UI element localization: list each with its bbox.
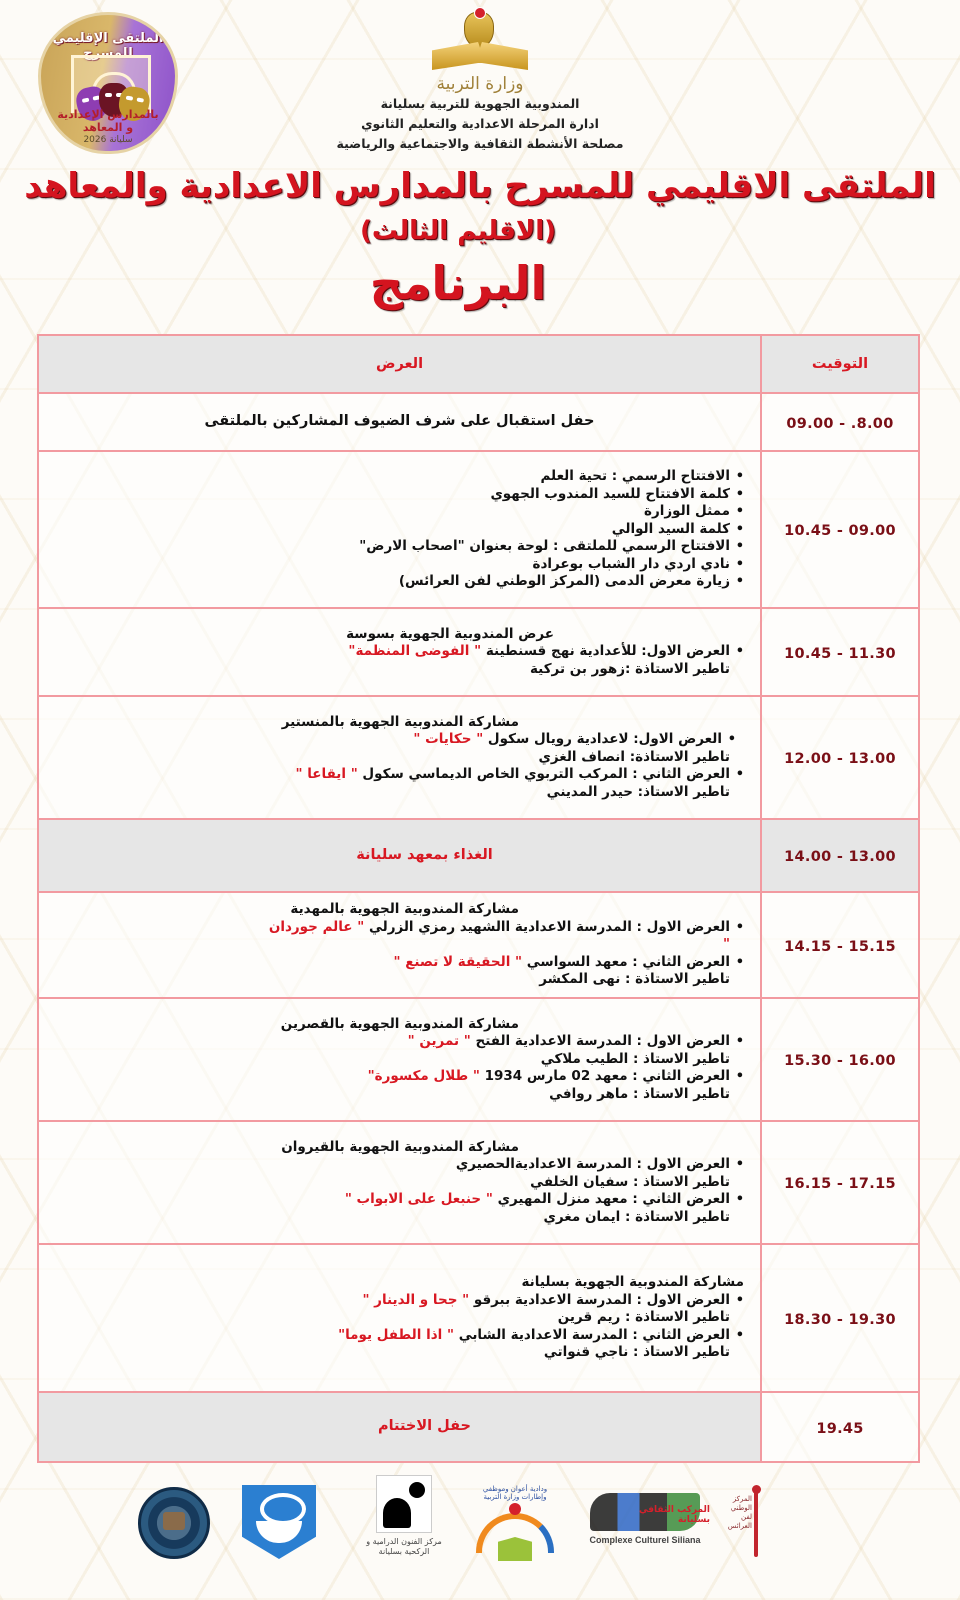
show-title: " تمرين " xyxy=(407,1033,471,1050)
time-cell xyxy=(761,451,919,608)
tunisia-crest-icon xyxy=(464,12,494,48)
event-cell xyxy=(38,393,761,451)
opening-list xyxy=(274,468,744,591)
show-block xyxy=(264,1016,744,1104)
org-line-3: مصلحة الأنشطة الثقافية والاجتماعية والرياضية xyxy=(336,136,624,151)
event-cell xyxy=(38,608,761,696)
show-block xyxy=(274,626,744,679)
footer-logos xyxy=(130,1475,820,1585)
show-title: " اذا الطفل يوما" xyxy=(338,1326,454,1343)
show-title: " عالم جوردان " xyxy=(268,918,730,953)
show-venue: العرض الثاني : المدرسة الاعدادية الشابي xyxy=(454,1326,730,1343)
show-venue: العرض الاول: لاعدادية رويال سكول xyxy=(483,731,722,748)
time-cell xyxy=(761,892,919,998)
header-time: التوقيت xyxy=(761,335,919,393)
list-item: • الافتتاح الرسمي : تحية العلم xyxy=(274,468,744,486)
list-item: • زيارة معرض الدمى (المركز الوطني لفن العرائس) xyxy=(274,573,744,591)
show-item xyxy=(264,731,736,749)
show-item xyxy=(264,1327,744,1345)
event-cell xyxy=(38,451,761,608)
time-value: 11.30 - 10.45 xyxy=(784,645,896,662)
list-item: • الافتتاح الرسمي للملتقى : لوحة بعنوان "اصحاب الارض" xyxy=(274,538,744,556)
event-cell xyxy=(38,892,761,998)
show-supervisor: تاطير الاستاذ : ناجي قنواتي xyxy=(543,1344,730,1361)
regional-cultural-logo-icon xyxy=(138,1487,210,1559)
show-title: " الفوضى المنظمة" xyxy=(348,643,482,660)
table-row xyxy=(38,1244,919,1392)
show-venue: العرض الثاني : المركب التربوي الخاص الديماسي سكول xyxy=(357,766,730,783)
table-row xyxy=(38,1121,919,1244)
show-block xyxy=(264,1139,744,1227)
time-cell xyxy=(761,1244,919,1392)
festival-logo-line-2: و المعاهد xyxy=(82,121,134,135)
time-value: 17.15 - 16.15 xyxy=(784,1176,896,1192)
time-cell xyxy=(761,819,919,892)
show-supervisor: تاطير الاستاذة :زهور بن تركية xyxy=(530,660,730,677)
list-item: • كلمة الافتتاح للسيد المندوب الجهوي xyxy=(274,486,744,504)
puppetry-center-logo-icon xyxy=(726,1485,782,1563)
show-item xyxy=(264,954,744,972)
festival-logo-year: سليانة 2026 xyxy=(83,134,133,145)
time-value: 16.00 - 15.30 xyxy=(784,1053,896,1069)
show-supervisor: تاطير الاستاذة : نهى المكشر xyxy=(539,971,730,988)
time-value: 13.00 - 14.00 xyxy=(784,849,896,865)
show-item xyxy=(274,643,744,661)
time-cell xyxy=(761,608,919,696)
org-line-2: ادارة المرحلة الاعدادية والتعليم الثانوي xyxy=(361,116,599,131)
show-item xyxy=(264,1156,744,1174)
dramatic-arts-center-logo-icon xyxy=(376,1475,432,1533)
block-heading: مشاركة المندوبية الجهوية بالقصرين xyxy=(280,1015,519,1032)
show-supervisor: تاطير الاستاذ : سفيان الخلفي xyxy=(530,1173,730,1190)
table-row xyxy=(38,998,919,1121)
schedule-table xyxy=(37,334,920,1463)
ministry-name: وزارة التربية xyxy=(436,74,524,94)
list-item: • نادي اردي دار الشباب بوعرادة xyxy=(274,556,744,574)
header-show: العرض xyxy=(38,335,761,393)
org-line-1: المندوبية الجهوية للتربية بسليانة xyxy=(380,96,580,111)
book-icon xyxy=(498,1537,532,1561)
time-cell xyxy=(761,1121,919,1244)
event-cell xyxy=(38,1244,761,1392)
time-cell xyxy=(761,998,919,1121)
table-row xyxy=(38,451,919,608)
event-cell xyxy=(38,1121,761,1244)
puppetry-caption: المركز الوطني لفن العرائس xyxy=(727,1495,752,1530)
show-block xyxy=(264,901,744,989)
block-heading: مشاركة المندوبية الجهوية بالمنستير xyxy=(281,713,519,730)
show-title: " طلال مكسورة" xyxy=(367,1068,480,1085)
show-supervisor: تاطير الاستاذ: حيدر المديني xyxy=(546,783,730,800)
complexe-caption-ar: المركب الثقافي بسليانة xyxy=(639,1505,710,1525)
show-venue: العرض الثاني : معهد السواسي xyxy=(522,953,730,970)
show-venue: العرض الثاني : معهد منزل المهيري xyxy=(492,1191,730,1208)
event-cell xyxy=(38,1392,761,1462)
show-venue: العرض الاول : المدرسة الاعدادية ببرقو xyxy=(469,1291,730,1308)
time-value: 19.45 xyxy=(816,1420,864,1437)
show-item xyxy=(264,1033,744,1051)
festival-logo-line-1: بالمدارس الإعدادية xyxy=(57,108,159,122)
complexe-caption-en: Complexe Culturel Siliana xyxy=(589,1535,701,1545)
reception-text: حفل استقبال على شرف الضيوف المشاركين بالملتقى xyxy=(204,413,595,430)
festival-logo-subtext xyxy=(41,109,175,145)
time-cell xyxy=(761,1392,919,1462)
show-supervisor: تاطير الاستاذة : ايمان مغري xyxy=(543,1208,730,1225)
table-row xyxy=(38,696,919,819)
closing-text: حفل الاختتام xyxy=(377,1418,471,1435)
show-item xyxy=(264,1292,744,1310)
festival-logo-arc-text: الملتقى الإقليمي للمسرح xyxy=(52,31,164,61)
ministry-association-logo-icon xyxy=(242,1485,316,1559)
show-title: " حنبعل على الابواب " xyxy=(344,1191,493,1208)
table-row xyxy=(38,393,919,451)
show-title: " ايقاعا " xyxy=(295,766,358,783)
show-title: " الحقيقة لا تصنع " xyxy=(393,953,523,970)
festival-logo xyxy=(38,12,178,154)
page-subtitle: (الاقليم الثالث) xyxy=(359,216,557,246)
event-cell xyxy=(38,819,761,892)
show-venue: العرض الاول: للأعدادية نهج قسنطينة xyxy=(481,643,730,660)
time-value: 8.00. - 09.00 xyxy=(786,415,894,432)
list-item: • ممثل الوزارة xyxy=(274,503,744,521)
show-block xyxy=(264,1274,744,1362)
time-value: 09.00 - 10.45 xyxy=(784,523,896,539)
show-supervisor: تاطير الاستاذ : ماهر روافي xyxy=(549,1085,730,1102)
time-value: 15.15 - 14.15 xyxy=(784,938,896,955)
program-label: البرنامج xyxy=(369,256,547,310)
block-heading: عرض المندوبية الجهوية بسوسة xyxy=(346,625,554,642)
show-title: " جحا و الدينار " xyxy=(362,1291,470,1308)
show-venue: العرض الاول : المدرسة الاعداديةالحصيري xyxy=(455,1156,730,1173)
show-venue: العرض الاول : المدرسة الاعدادية االشهيد رمزي الزرلي xyxy=(364,918,730,935)
block-heading: مشاركة المندوبية الجهوية بالمهدية xyxy=(290,901,519,918)
dramatic-arts-caption: مركز الفنون الدرامية و الركحية بسليانة xyxy=(366,1537,442,1556)
table-row xyxy=(38,819,919,892)
education-workers-logo-icon xyxy=(470,1485,560,1565)
time-cell xyxy=(761,696,919,819)
block-heading: مشاركة المندوبية الجهوية بالقيروان xyxy=(281,1138,519,1155)
page-title: الملتقى الاقليمي للمسرح بالمدارس الاعدادية والمعاهد xyxy=(24,166,936,206)
education-workers-caption: ودادية أعوان وموظفي وإطارات وزارة التربية xyxy=(482,1485,548,1501)
show-supervisor: تاطير الاستاذ : الطيب ملاكي xyxy=(540,1050,730,1067)
ministry-emblem-icon xyxy=(430,8,530,72)
show-supervisor: تاطير الاستاذة: انصاف الغزي xyxy=(538,748,730,765)
list-item: • كلمة السيد الوالي xyxy=(274,521,744,539)
time-value: 13.00 - 12.00 xyxy=(784,751,896,767)
event-cell xyxy=(38,998,761,1121)
puppet-figure-icon xyxy=(754,1491,758,1557)
table-row xyxy=(38,1392,919,1462)
show-venue: العرض الاول : المدرسة الاعدادية الفتح xyxy=(470,1033,730,1050)
show-title: " حكايات " xyxy=(413,731,484,748)
show-item xyxy=(264,919,744,954)
lunch-text: الغذاء بمعهد سليانة xyxy=(356,846,493,863)
show-item xyxy=(264,1191,744,1209)
time-cell xyxy=(761,393,919,451)
table-row xyxy=(38,608,919,696)
ministry-header xyxy=(320,8,640,154)
block-heading: مشاركة المندوبية الجهوية بسليانة xyxy=(521,1274,744,1291)
show-item xyxy=(264,1068,744,1086)
flag-dot-icon xyxy=(509,1503,521,1515)
table-header-row xyxy=(38,335,919,393)
time-value: 19.30 - 18.30 xyxy=(784,1311,896,1328)
table-row xyxy=(38,892,919,998)
show-block xyxy=(264,714,744,802)
complexe-culturel-logo-icon xyxy=(580,1491,710,1551)
show-venue: العرض الثاني : معهد 02 مارس 1934 xyxy=(479,1068,730,1085)
event-cell xyxy=(38,696,761,819)
show-item xyxy=(264,766,744,784)
show-supervisor: تاطير الاستاذة : ريم قرين xyxy=(557,1309,730,1326)
